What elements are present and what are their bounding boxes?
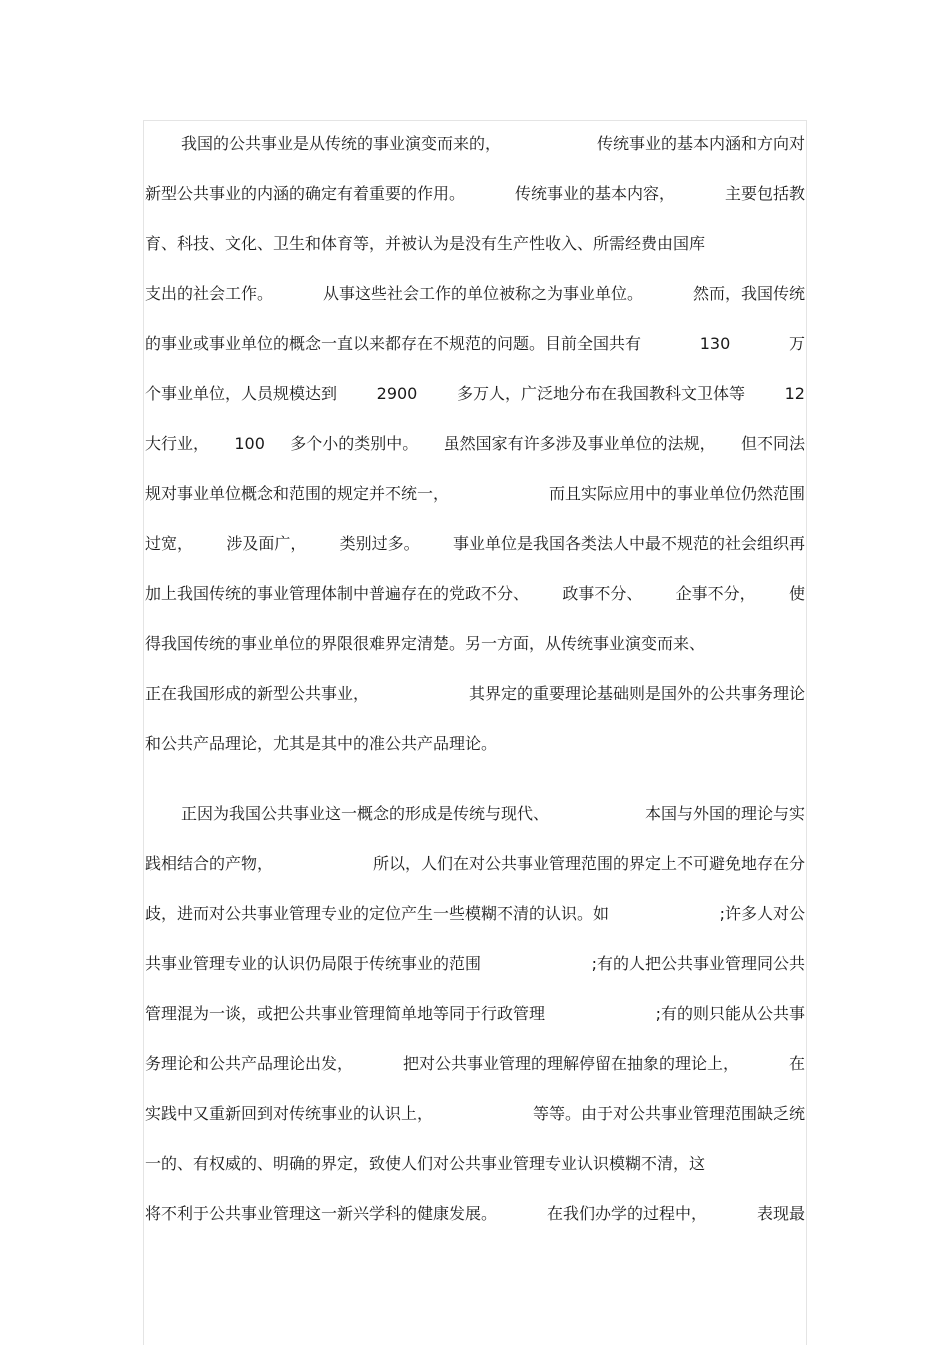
text-segment: 传统事业的基本内容，: [514, 184, 675, 203]
text-segment: ;有的人把公共事业管理同公共: [591, 954, 805, 973]
text-segment: 然而，我国传统: [692, 284, 805, 303]
text-segment: 传统事业的基本内涵和方向对: [596, 134, 805, 153]
text-line: [145, 1002, 805, 1026]
text-line: [145, 1102, 805, 1126]
text-segment: 把对公共事业管理的理解停留在抽象的理论上，: [402, 1054, 739, 1073]
text-segment: 共事业管理专业的认识仍局限于传统事业的范围: [145, 954, 482, 973]
text-segment: 歧，进而对公共事业管理专业的定位产生一些模糊不清的认识。如: [145, 904, 610, 923]
text-segment: 在我们办学的过程中，: [546, 1204, 707, 1223]
text-segment: 我国的公共事业是从传统的事业演变而来的，: [181, 134, 502, 153]
text-segment: 将不利于公共事业管理这一新兴学科的健康发展。: [145, 1204, 498, 1223]
text-segment: 的事业或事业单位的概念一直以来都存在不规范的问题。目前全国共有: [145, 334, 642, 353]
text-segment: 在: [788, 1054, 805, 1073]
text-line: [145, 282, 805, 306]
text-segment: 多万人，广泛地分布在我国教科文卫体等: [456, 384, 745, 403]
text-segment: 政事不分、: [562, 584, 643, 603]
text-line: [145, 1152, 805, 1176]
text-segment: 加上我国传统的事业管理体制中普遍存在的党政不分、: [145, 584, 530, 603]
text-segment: 2900: [376, 384, 418, 403]
text-segment: 但不同法: [740, 434, 805, 453]
text-segment: 本国与外国的理论与实: [644, 804, 805, 823]
text-segment: 100: [234, 434, 265, 453]
text-segment: 个事业单位，人员规模达到: [145, 384, 338, 403]
text-line: [145, 902, 805, 926]
text-segment: 务理论和公共产品理论出发，: [145, 1054, 354, 1073]
text-line: [145, 382, 805, 406]
text-segment: 践相结合的产物，: [145, 854, 274, 873]
text-segment: 事业单位是我国各类法人中最不规范的社会组织再: [452, 534, 805, 553]
text-line: [145, 182, 805, 206]
text-segment: 而且实际应用中的事业单位仍然范围: [548, 484, 805, 503]
text-segment: 正因为我国公共事业这一概念的形成是传统与现代、: [181, 804, 550, 823]
text-segment: 一的、有权威的、明确的界定，致使人们对公共事业管理专业认识模糊不清，这: [145, 1154, 706, 1173]
text-line: [181, 802, 805, 826]
text-segment: 12: [784, 384, 805, 403]
text-segment: 企事不分，: [675, 584, 756, 603]
text-segment: 表现最: [756, 1204, 805, 1223]
text-segment: 支出的社会工作。: [145, 284, 274, 303]
text-line: [145, 482, 805, 506]
text-line: [145, 632, 805, 656]
text-segment: ;有的则只能从公共事: [655, 1004, 805, 1023]
text-line: [145, 852, 805, 876]
text-segment: ;许多人对公: [719, 904, 805, 923]
text-line: [145, 952, 805, 976]
text-segment: 130: [699, 334, 731, 353]
text-segment: 万: [788, 334, 805, 353]
text-segment: 主要包括教: [724, 184, 805, 203]
text-segment: 多个小的类别中。: [290, 434, 419, 453]
text-line: [145, 732, 805, 756]
text-line: [145, 1052, 805, 1076]
text-line: [145, 232, 805, 256]
text-line: [145, 332, 805, 356]
text-segment: 过宽，: [145, 534, 194, 553]
text-segment: 正在我国形成的新型公共事业，: [145, 684, 370, 703]
text-segment: 管理混为一谈，或把公共事业管理简单地等同于行政管理: [145, 1004, 546, 1023]
text-segment: 类别过多。: [339, 534, 420, 553]
text-segment: 其界定的重要理论基础则是国外的公共事务理论: [468, 684, 805, 703]
text-segment: 实践中又重新回到对传统事业的认识上，: [145, 1104, 434, 1123]
text-segment: 新型公共事业的内涵的确定有着重要的作用。: [145, 184, 466, 203]
text-line: [145, 432, 805, 456]
text-segment: 涉及面广，: [226, 534, 307, 553]
text-segment: 使: [788, 584, 805, 603]
text-line: [181, 132, 805, 156]
text-segment: 所以，人们在对公共事业管理范围的界定上不可避免地存在分: [372, 854, 805, 873]
text-line: [145, 1202, 805, 1226]
text-segment: 规对事业单位概念和范围的规定并不统一，: [145, 484, 450, 503]
text-segment: 虽然国家有许多涉及事业单位的法规，: [443, 434, 716, 453]
text-segment: 等等。由于对公共事业管理范围缺乏统: [532, 1104, 805, 1123]
text-line: [145, 532, 805, 556]
text-segment: 从事这些社会工作的单位被称之为事业单位。: [322, 284, 643, 303]
text-segment: 和公共产品理论，尤其是其中的准公共产品理论。: [145, 734, 498, 753]
text-line: [145, 582, 805, 606]
text-line: [145, 682, 805, 706]
text-segment: 育、科技、文化、卫生和体育等，并被认为是没有生产性收入、所需经费由国库: [145, 234, 706, 253]
text-segment: 大行业，: [145, 434, 210, 453]
text-segment: 得我国传统的事业单位的界限很难界定清楚。另一方面，从传统事业演变而来、: [145, 634, 706, 653]
